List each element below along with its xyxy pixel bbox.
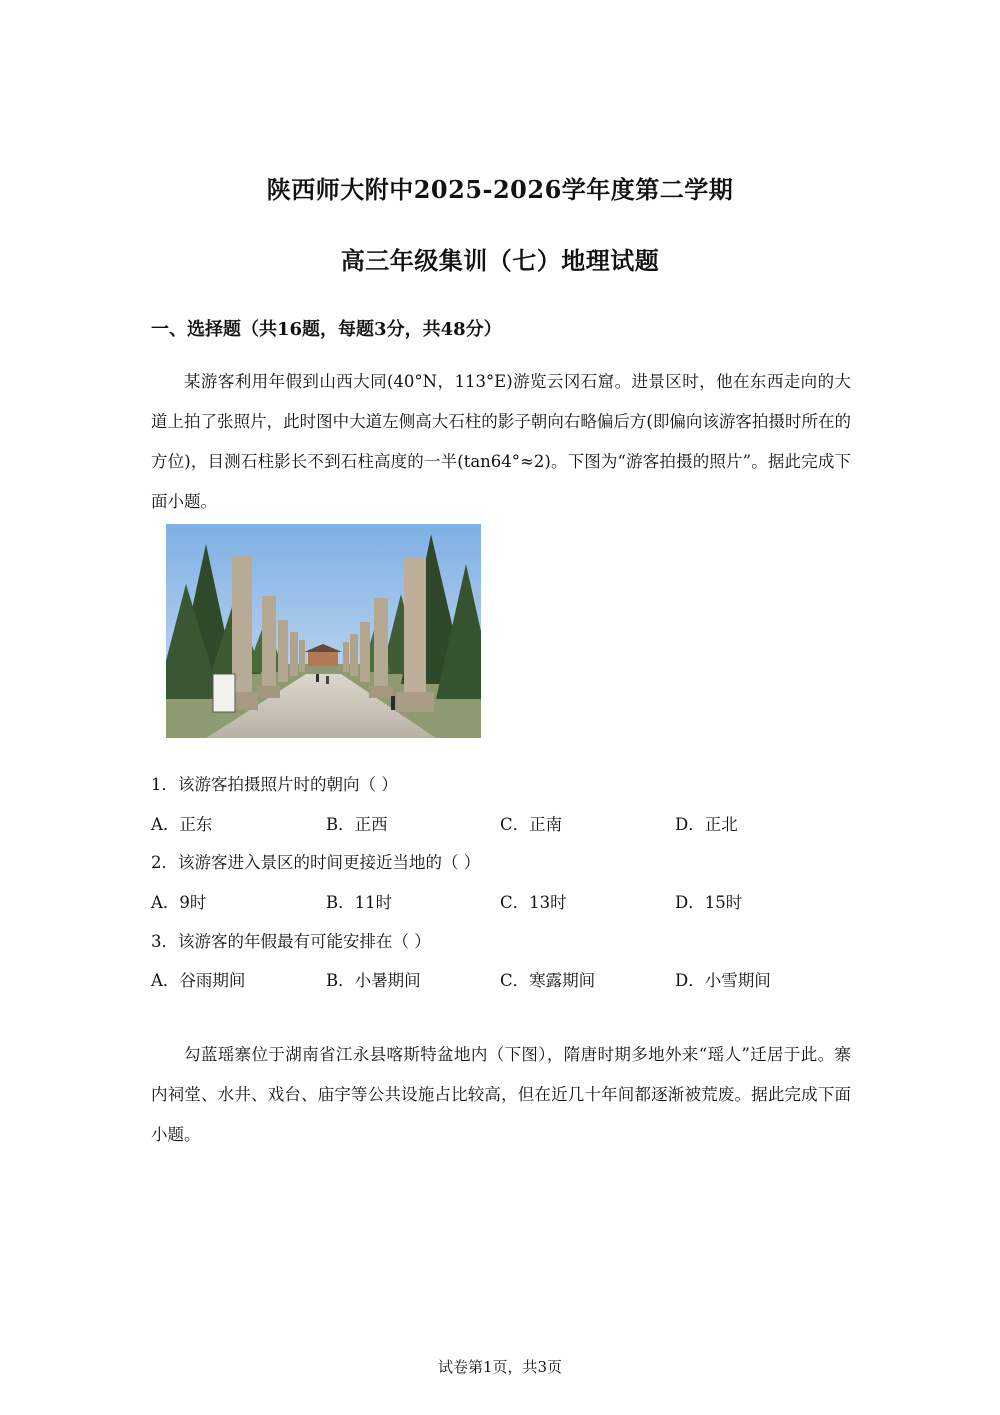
- page-footer: 试卷第1页，共3页: [437, 1358, 563, 1376]
- q3-option-d[interactable]: D．小雪期间: [675, 971, 771, 990]
- passage-2: 勾蓝瑶寨位于湖南省江永县喀斯特盆地内（下图），隋唐时期多地外来“瑶人”迁居于此。寨内祠堂、水井、戏台、庙宇等公共设施占比较高，但在近几十年间都逐渐被荒废。据此完成下面小题。: [151, 1045, 851, 1144]
- q1-option-c[interactable]: C．正南: [500, 815, 563, 834]
- question-2-options: [151, 889, 851, 913]
- section-heading: 一、选择题（共16题，每题3分，共48分）: [151, 319, 502, 340]
- question-3-stem: 3．该游客的年假最有可能安排在（ ）: [151, 932, 431, 951]
- question-2-stem: 2．该游客进入景区的时间更接近当地的（ ）: [151, 853, 481, 872]
- q2-option-b[interactable]: B．11时: [326, 893, 393, 912]
- tourist-photo: [166, 524, 481, 738]
- q3-option-c[interactable]: C．寒露期间: [500, 971, 596, 990]
- exam-title-line1: 陕西师大附中2025-2026学年度第二学期: [266, 175, 734, 204]
- passage-1: 某游客利用年假到山西大同(40°N，113°E)游览云冈石窟。进景区时，他在东西走向的大道上拍了张照片，此时图中大道左侧高大石柱的影子朝向右略偏后方(即偏向该游客拍摄时所在的方位)，目测石柱影长不到石柱高度的一半(tan64°≈2)。下图为“游客拍摄的照片”。据此完成下面小题。: [151, 372, 851, 511]
- q3-option-a[interactable]: A．谷雨期间: [151, 971, 246, 990]
- pillar-avenue-illustration: [166, 524, 481, 738]
- question-1-options: [151, 811, 851, 835]
- q1-option-a[interactable]: A．正东: [151, 815, 213, 834]
- q1-option-b[interactable]: B．正西: [326, 815, 388, 834]
- q2-option-a[interactable]: A．9时: [151, 893, 207, 912]
- q3-option-b[interactable]: B．小暑期间: [326, 971, 421, 990]
- q2-option-c[interactable]: C．13时: [500, 893, 567, 912]
- q2-option-d[interactable]: D．15时: [675, 893, 743, 912]
- exam-title-line2: 高三年级集训（七）地理试题: [340, 246, 660, 275]
- question-1-stem: 1．该游客拍摄照片时的朝向（ ）: [151, 775, 398, 794]
- question-3-options: [151, 967, 851, 991]
- q1-option-d[interactable]: D．正北: [675, 815, 738, 834]
